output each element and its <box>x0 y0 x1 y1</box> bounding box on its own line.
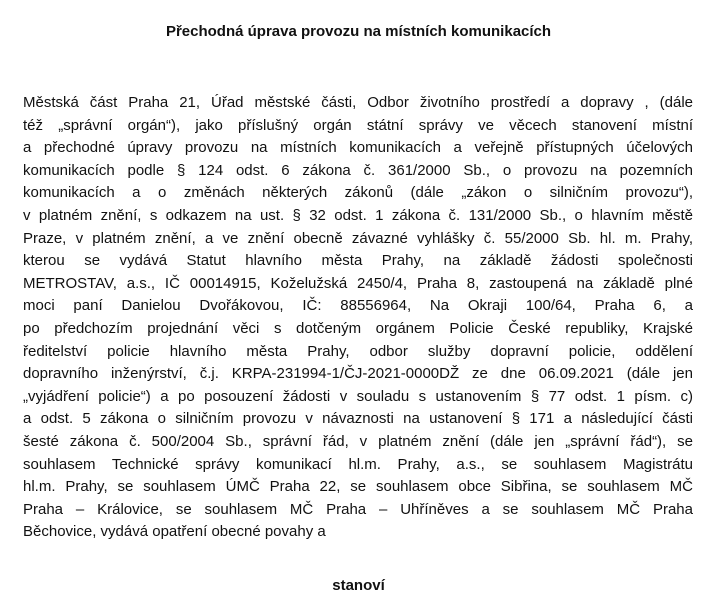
body-line: METROSTAV, a.s., IČ 00014915, Koželužská 2450/4, Praha 8, zastoupená na základě plné <box>23 274 693 292</box>
body-line: Běchovice, vydává opatření obecné povahy a <box>23 523 326 541</box>
body-line: komunikacích podle § 124 odst. 6 zákona č. 361/2000 Sb., o provozu na pozemních <box>23 161 693 179</box>
document-title: Přechodná úprava provozu na místních komunikacích <box>165 23 552 40</box>
body-line: Praha – Královice, se souhlasem MČ Praha – Uhříněves a se souhlasem MČ Praha <box>23 500 693 518</box>
body-line: a přechodné úpravy provozu na místních komunikacích a veřejně přístupných účelových <box>23 139 693 157</box>
body-line: komunikacích a o změnách některých zákonů (dále „zákon o silničním provozu“), <box>23 184 693 202</box>
body-line: souhlasem Technické správy komunikací hl.m. Prahy, a.s., se souhlasem Magistrátu <box>23 455 693 473</box>
body-line: dopravního inženýrství, č.j. KRPA-231994-1/ČJ-2021-0000DŽ ze dne 06.09.2021 (dále jen <box>23 365 693 383</box>
document-conclusion: stanoví <box>332 577 385 594</box>
body-line: šesté zákona č. 500/2004 Sb., správní řád, v platném znění (dále jen „správní řád“), se <box>23 432 693 450</box>
body-line: „vyjádření policie“) a po posouzení žádosti v souladu s ustanovením § 77 odst. 1 písm. c) <box>23 387 693 405</box>
body-line: Praze, v platném znění, a ve znění obecně závazné vyhlášky č. 55/2000 Sb. hl. m. Prahy, <box>23 229 693 247</box>
body-line: též „správní orgán“), jako příslušný orgán státní správy ve věcech stanovení místní <box>23 116 693 134</box>
document-body <box>23 92 693 544</box>
body-line: kterou se vydává Statut hlavního města Prahy, na základě žádosti společnosti <box>23 252 693 270</box>
body-line: moci paní Danielou Dvořákovou, IČ: 88556964, Na Okraji 100/64, Praha 6, a <box>23 297 693 315</box>
body-line: ředitelství policie hlavního města Prahy, odbor služby dopravní policie, oddělení <box>23 342 693 360</box>
body-line: hl.m. Prahy, se souhlasem ÚMČ Praha 22, se souhlasem obce Sibřina, se souhlasem MČ <box>23 478 693 496</box>
body-line: Městská část Praha 21, Úřad městské části, Odbor životního prostředí a dopravy , (dále <box>23 94 693 111</box>
body-line: v platném znění, s odkazem na ust. § 32 odst. 1 zákona č. 131/2000 Sb., o hlavním městě <box>23 206 693 224</box>
body-line: a odst. 5 zákona o silničním provozu v návaznosti na ustanovení § 171 a následující části <box>23 410 693 428</box>
body-line: po předchozím projednání věci s dotčeným orgánem Policie České republiky, Krajské <box>23 319 693 337</box>
